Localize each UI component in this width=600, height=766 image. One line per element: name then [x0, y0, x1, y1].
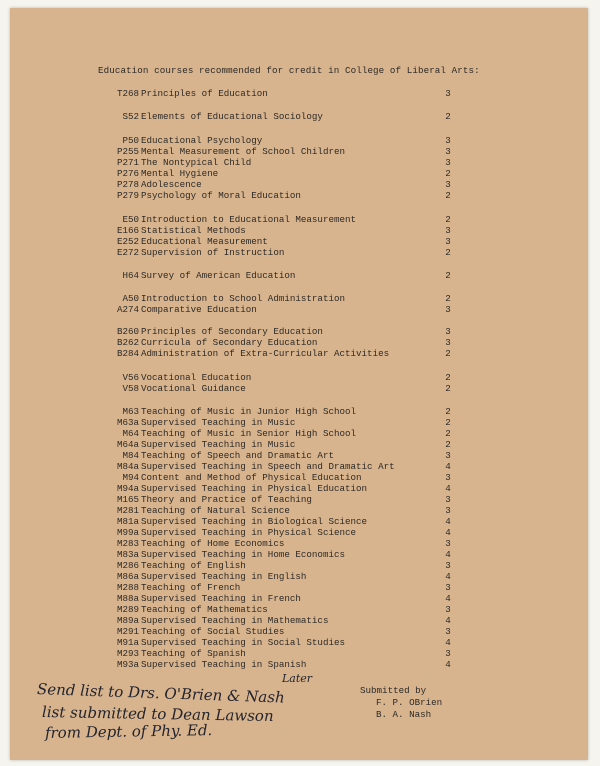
course-row	[10, 604, 588, 615]
course-code: P50	[122, 135, 139, 146]
course-row	[10, 270, 588, 281]
course-code: S52	[122, 111, 139, 122]
course-credits: 3	[445, 88, 451, 99]
course-row	[10, 648, 588, 659]
course-row	[10, 472, 588, 483]
course-row	[10, 406, 588, 417]
submitted-by-block	[360, 685, 442, 721]
course-row	[10, 450, 588, 461]
course-code: E252	[116, 236, 139, 247]
course-row	[10, 293, 588, 304]
course-code: M94	[122, 472, 139, 483]
course-credits: 4	[445, 615, 451, 626]
course-credits: 2	[445, 383, 451, 394]
course-credits: 4	[445, 659, 451, 670]
course-title: Supervised Teaching in Home Economics	[141, 549, 345, 560]
course-row	[10, 615, 588, 626]
course-row	[10, 135, 588, 146]
course-title: Survey of American Education	[141, 270, 296, 281]
course-code: H64	[122, 270, 139, 281]
course-title: Teaching of Mathematics	[141, 604, 268, 615]
course-credits: 3	[445, 604, 451, 615]
course-row	[10, 337, 588, 348]
course-credits: 2	[445, 190, 451, 201]
course-title: Introduction to Educational Measurement	[141, 214, 357, 225]
handwritten-note-later: Later	[282, 672, 313, 685]
course-row	[10, 560, 588, 571]
course-code: M291	[116, 626, 139, 637]
course-row	[10, 505, 588, 516]
course-title: Teaching of Spanish	[141, 648, 246, 659]
course-title: Mental Hygiene	[141, 168, 219, 179]
course-row	[10, 659, 588, 670]
course-credits: 4	[445, 483, 451, 494]
course-code: M64	[122, 428, 139, 439]
course-code: M81a	[116, 516, 139, 527]
handwritten-note-line-3: from Dept. of Phy. Ed.	[44, 721, 213, 742]
course-credits: 2	[445, 168, 451, 179]
course-code: M286	[116, 560, 139, 571]
course-row	[10, 637, 588, 648]
course-credits: 2	[445, 293, 451, 304]
course-code: E272	[116, 247, 139, 258]
course-title: Mental Measurement of School Children	[141, 146, 345, 157]
course-title: Teaching of Natural Science	[141, 505, 290, 516]
course-code: M283	[116, 538, 139, 549]
course-credits: 4	[445, 527, 451, 538]
course-code: P271	[116, 157, 139, 168]
course-title: Teaching of Home Economics	[141, 538, 285, 549]
course-credits: 4	[445, 516, 451, 527]
course-title: Vocational Guidance	[141, 383, 246, 394]
handwritten-note-line-1: Send list to Drs. O'Brien & Nash	[36, 680, 285, 707]
course-credits: 3	[445, 157, 451, 168]
course-credits: 3	[445, 326, 451, 337]
course-row	[10, 304, 588, 315]
course-title: Statistical Methods	[141, 225, 246, 236]
course-row	[10, 494, 588, 505]
course-row	[10, 348, 588, 359]
course-row	[10, 417, 588, 428]
course-row	[10, 516, 588, 527]
course-code: T268	[116, 88, 139, 99]
course-title: Supervised Teaching in Physical Education	[141, 483, 368, 494]
course-title: Comparative Education	[141, 304, 257, 315]
course-row	[10, 88, 588, 99]
course-title: Supervision of Instruction	[141, 247, 285, 258]
course-title: Educational Measurement	[141, 236, 268, 247]
course-code: M281	[116, 505, 139, 516]
course-credits: 3	[445, 179, 451, 190]
course-row	[10, 439, 588, 450]
course-row	[10, 247, 588, 258]
course-row	[10, 179, 588, 190]
course-credits: 3	[445, 505, 451, 516]
course-title: Teaching of Speech and Dramatic Art	[141, 450, 334, 461]
course-code: P279	[116, 190, 139, 201]
course-code: M99a	[116, 527, 139, 538]
course-row	[10, 236, 588, 247]
course-title: Theory and Practice of Teaching	[141, 494, 312, 505]
course-row	[10, 326, 588, 337]
course-row	[10, 225, 588, 236]
course-title: Supervised Teaching in Speech and Dramatic Art	[141, 461, 395, 472]
course-title: Supervised Teaching in Physical Science	[141, 527, 357, 538]
course-row	[10, 372, 588, 383]
course-code: M89a	[116, 615, 139, 626]
course-row	[10, 593, 588, 604]
course-code: M288	[116, 582, 139, 593]
course-credits: 4	[445, 461, 451, 472]
course-row	[10, 214, 588, 225]
course-credits: 4	[445, 571, 451, 582]
course-row	[10, 538, 588, 549]
course-credits: 3	[445, 337, 451, 348]
course-code: M293	[116, 648, 139, 659]
course-title: Teaching of French	[141, 582, 241, 593]
course-title: Elements of Educational Sociology	[141, 111, 323, 122]
course-title: Supervised Teaching in Music	[141, 417, 296, 428]
course-code: M88a	[116, 593, 139, 604]
course-code: P255	[116, 146, 139, 157]
course-credits: 3	[445, 236, 451, 247]
course-credits: 3	[445, 146, 451, 157]
course-title: Teaching of Music in Senior High School	[141, 428, 357, 439]
course-title: The Nontypical Child	[141, 157, 252, 168]
course-title: Educational Psychology	[141, 135, 263, 146]
submitter-name-2: B. A. Nash	[376, 709, 432, 720]
course-row	[10, 383, 588, 394]
course-row	[10, 146, 588, 157]
course-title: Curricula of Secondary Education	[141, 337, 318, 348]
course-title: Principles of Education	[141, 88, 268, 99]
document-page	[10, 8, 588, 760]
course-row	[10, 157, 588, 168]
course-row	[10, 461, 588, 472]
course-title: Teaching of English	[141, 560, 246, 571]
course-code: B284	[116, 348, 139, 359]
course-code: M84	[122, 450, 139, 461]
course-code: M86a	[116, 571, 139, 582]
course-code: V58	[122, 383, 139, 394]
course-row	[10, 582, 588, 593]
course-credits: 2	[445, 348, 451, 359]
course-code: B260	[116, 326, 139, 337]
course-code: M289	[116, 604, 139, 615]
course-title: Principles of Secondary Education	[141, 326, 323, 337]
course-title: Content and Method of Physical Education	[141, 472, 362, 483]
course-title: Supervised Teaching in Biological Science	[141, 516, 368, 527]
course-credits: 3	[445, 582, 451, 593]
course-row	[10, 626, 588, 637]
course-row	[10, 483, 588, 494]
course-row	[10, 428, 588, 439]
course-credits: 2	[445, 428, 451, 439]
course-row	[10, 549, 588, 560]
course-credits: 2	[445, 214, 451, 225]
course-credits: 2	[445, 439, 451, 450]
course-credits: 2	[445, 247, 451, 258]
course-code: P278	[116, 179, 139, 190]
course-row	[10, 111, 588, 122]
course-code: A274	[116, 304, 139, 315]
course-credits: 2	[445, 270, 451, 281]
course-code: A50	[122, 293, 139, 304]
course-credits: 3	[445, 560, 451, 571]
submitter-name-1: F. P. OBrien	[376, 697, 443, 708]
course-credits: 4	[445, 637, 451, 648]
course-credits: 3	[445, 626, 451, 637]
course-code: M93a	[116, 659, 139, 670]
course-credits: 3	[445, 648, 451, 659]
course-credits: 3	[445, 494, 451, 505]
course-title: Supervised Teaching in Social Studies	[141, 637, 345, 648]
course-code: M165	[116, 494, 139, 505]
course-code: M94a	[116, 483, 139, 494]
course-credits: 4	[445, 593, 451, 604]
course-credits: 3	[445, 538, 451, 549]
course-title: Psychology of Moral Education	[141, 190, 301, 201]
handwritten-note-line-2: list submitted to Dean Lawson	[41, 703, 274, 726]
course-code: M83a	[116, 549, 139, 560]
course-credits: 3	[445, 304, 451, 315]
course-credits: 3	[445, 135, 451, 146]
course-credits: 2	[445, 372, 451, 383]
course-code: M64a	[116, 439, 139, 450]
course-code: M91a	[116, 637, 139, 648]
course-code: M84a	[116, 461, 139, 472]
course-title: Teaching of Music in Junior High School	[141, 406, 357, 417]
course-code: E50	[122, 214, 139, 225]
course-title: Supervised Teaching in Mathematics	[141, 615, 329, 626]
course-row	[10, 571, 588, 582]
course-row	[10, 190, 588, 201]
course-title: Adolescence	[141, 179, 202, 190]
course-credits: 4	[445, 549, 451, 560]
course-code: E166	[116, 225, 139, 236]
course-code: M63a	[116, 417, 139, 428]
course-title: Supervised Teaching in French	[141, 593, 301, 604]
course-title: Supervised Teaching in English	[141, 571, 307, 582]
course-title: Vocational Education	[141, 372, 252, 383]
course-credits: 2	[445, 111, 451, 122]
submitted-by-label: Submitted by	[360, 685, 427, 696]
course-row	[10, 168, 588, 179]
course-credits: 2	[445, 417, 451, 428]
course-row	[10, 527, 588, 538]
course-title: Supervised Teaching in Music	[141, 439, 296, 450]
course-code: M63	[122, 406, 139, 417]
course-title: Supervised Teaching in Spanish	[141, 659, 307, 670]
course-code: B262	[116, 337, 139, 348]
course-title: Administration of Extra-Curricular Activities	[141, 348, 390, 359]
course-credits: 3	[445, 450, 451, 461]
course-credits: 3	[445, 472, 451, 483]
document-heading: Education courses recommended for credit in College of Liberal Arts:	[98, 65, 480, 76]
course-code: P276	[116, 168, 139, 179]
course-title: Teaching of Social Studies	[141, 626, 285, 637]
course-code: V56	[122, 372, 139, 383]
course-credits: 2	[445, 406, 451, 417]
course-title: Introduction to School Administration	[141, 293, 345, 304]
course-credits: 3	[445, 225, 451, 236]
